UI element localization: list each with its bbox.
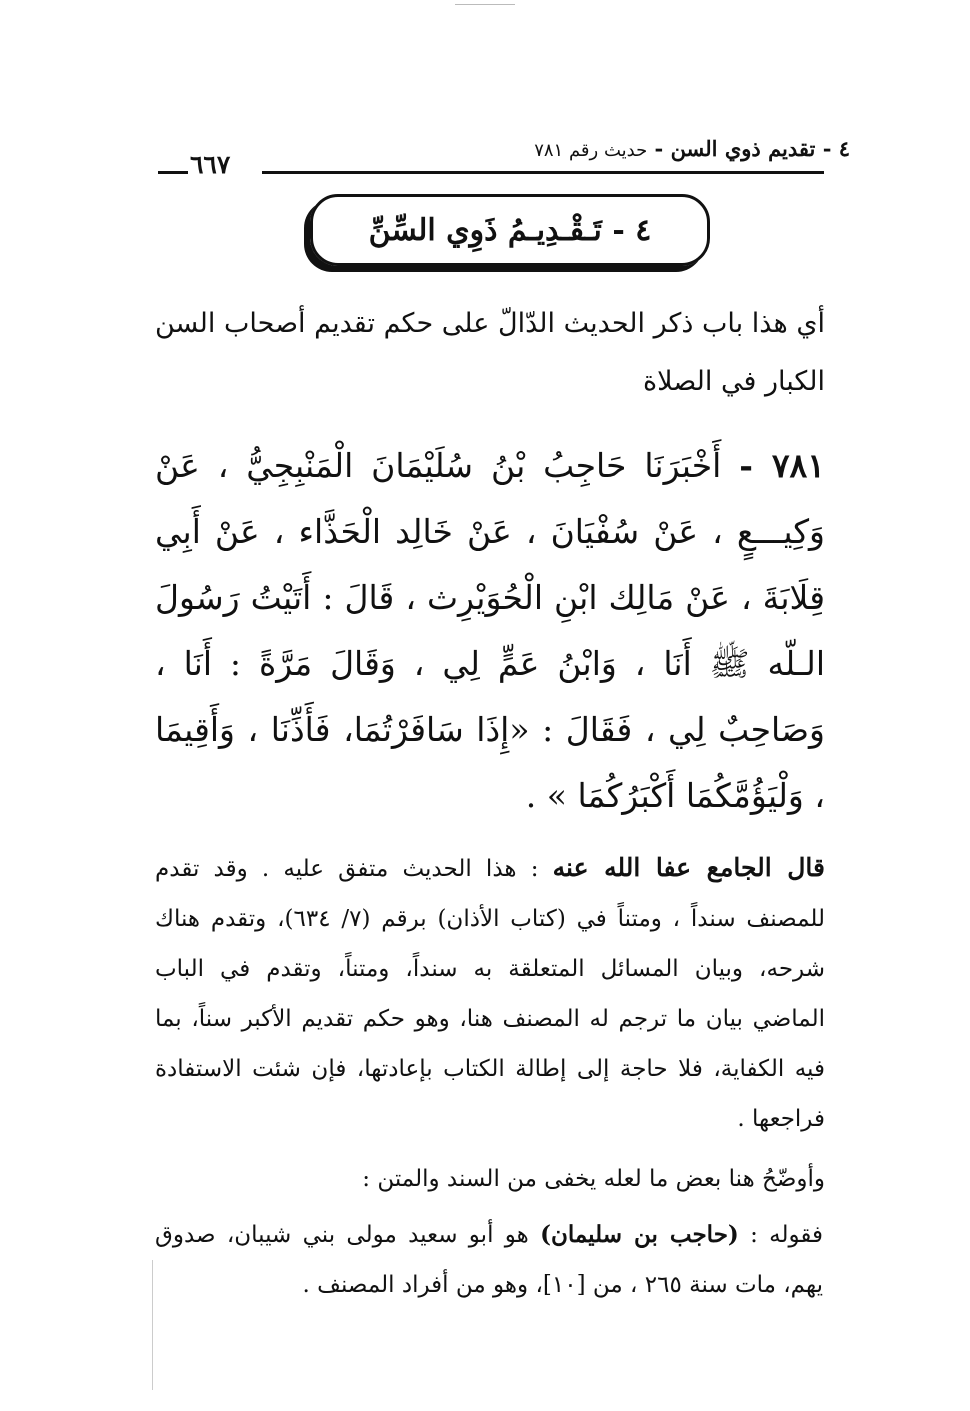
scan-mark-top (455, 4, 515, 5)
scan-mark-left (152, 1260, 153, 1390)
hadith-text: أَخْبَرَنَا حَاجِبُ بْنُ سُلَيْمَانَ الْمَنْبِجِيُّ ، عَنْ وَكِيـــعٍ ، عَنْ سُفْيَانَ ، عَنْ خَالِد الْحَذَّاء ، عَنْ أَبِي قِلَابَةَ ، عَنْ مَالِك ابْنِ الْحُوَيْرِث ، قَالَ : أَتَيْتُ رَسُولَ الـلّه ﷺ أَنَا ، وَابْنُ عَمٍّ لِي ، وَقَالَ مَرَّةً : أَنَا ، وَصَاحِبٌ لِي ، فَقَالَ : «إِذَا سَافَرْتُمَا، فَأَذِّنَا ، وَأَقِيمَا ، وَلْيَؤُمَّكُمَا أَكْبَرُكُمَا » . (155, 446, 825, 815)
narrator-note-text: هو أبو سعيد مولى بني شيبان، صدوق يهم، مات سنة ٢٦٥ ، من [١٠]، وهو من أفراد المصنف . (155, 1222, 823, 1298)
commentary-paragraph (155, 843, 825, 1144)
header-rule-short (158, 171, 188, 174)
chapter-intro: أي هذا باب ذكر الحديث الدّالّ على حكم تقديم أصحاب السن الكبار في الصلاة (155, 308, 825, 397)
page-body (155, 295, 825, 1316)
commentary-lead: قال الجامع عفا الله عنه (552, 853, 825, 882)
chapter-title: ٤ - تَـقْـدِيـمُ ذَوِي السِّنِّ (368, 212, 652, 248)
clarification-line: وأوضّحُ هنا بعض ما لعله يخفى من السند والمتن : (362, 1166, 825, 1192)
header-rule (262, 171, 824, 174)
page-number: ٦٦٧ (190, 150, 231, 179)
chapter-title-box (310, 194, 710, 266)
running-header-hadith-ref: حديث رقم ٧٨١ (534, 140, 648, 161)
commentary-text: : هذا الحديث متفق عليه . وقد تقدم للمصنف سنداً ، ومتناً في (كتاب الأذان) برقم (٧/ ٦٣٤)، وتقدم هناك شرحه، وبيان المسائل المتعلقة به سنداً، ومتناً، وتقدم في الباب الماضي بيان ما ترجم له المصنف هنا، وهو حكم تقديم الأكبر سناً، بما فيه الكفاية، فلا حاجة إلى إطالة الكتاب بإعادتها، فإن شئت الاستفادة فراجعها . (155, 856, 826, 1132)
running-header-separator: - (647, 136, 671, 161)
running-header-chapter: ٤ - تقديم ذوي السن (670, 136, 850, 161)
running-header (534, 136, 850, 161)
hadith-paragraph (155, 433, 825, 829)
hadith-number: ٧٨١ - (739, 446, 825, 485)
narrator-name: (حاجب بن سليمان) (540, 1221, 739, 1248)
narrator-note-prefix: فقوله : (750, 1222, 823, 1248)
narrator-note (155, 1210, 825, 1310)
